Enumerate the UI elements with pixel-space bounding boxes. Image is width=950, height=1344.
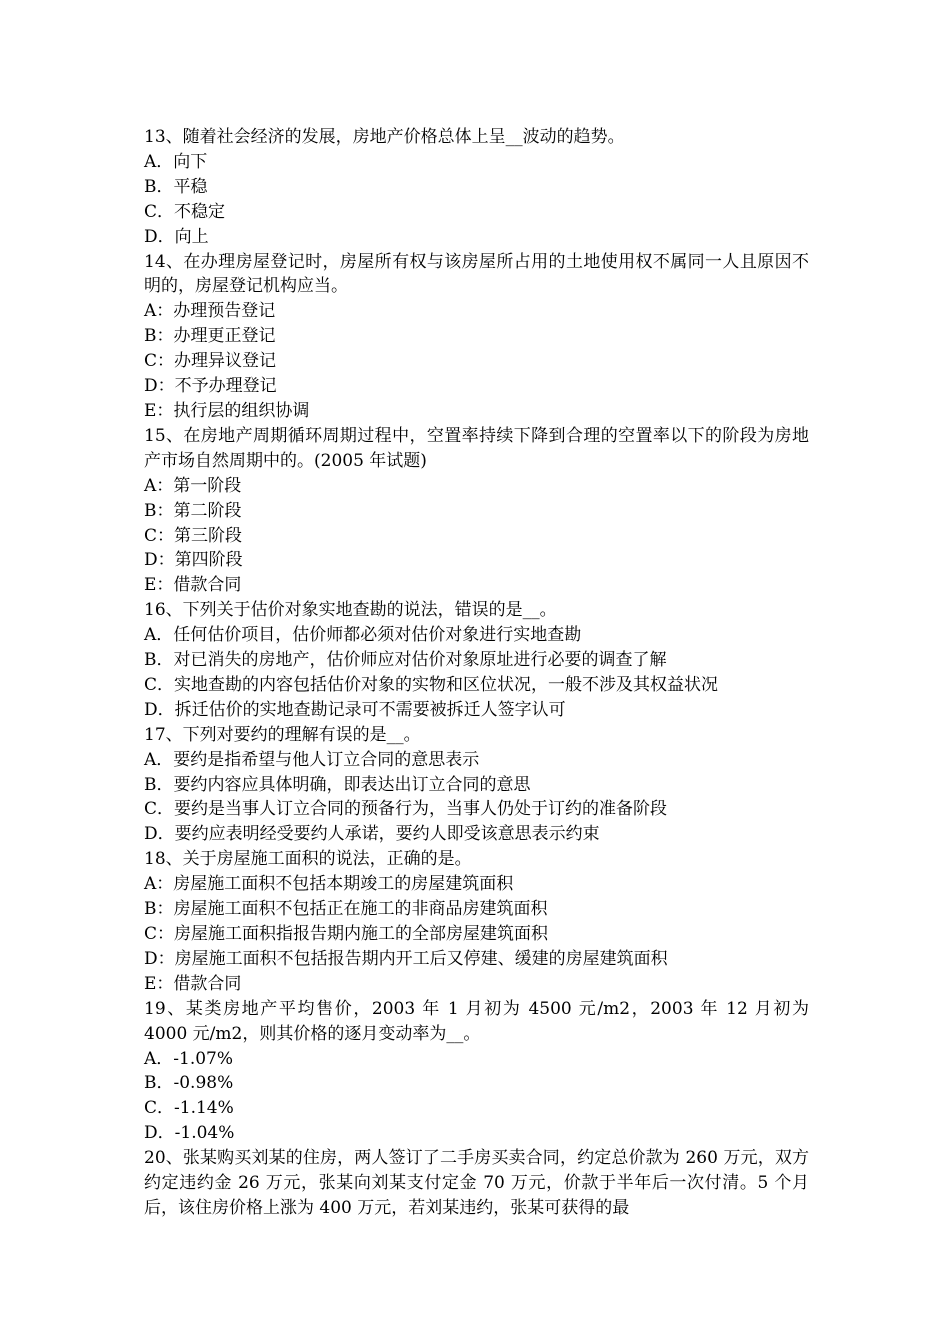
option-d: D．要约应表明经受要约人承诺，要约人即受该意思表示约束 [144, 824, 600, 845]
question-14 [144, 250, 809, 424]
question-stem: 18、关于房屋施工面积的说法，正确的是。 [144, 849, 472, 870]
option-c: C：第三阶段 [144, 525, 243, 546]
question-stem: 14、在办理房屋登记时，房屋所有权与该房屋所占用的土地使用权不属同一人且原因不明的，房屋登记机构应当。 [144, 251, 809, 297]
question-18 [144, 847, 809, 996]
question-15 [144, 424, 809, 598]
option-a: A．任何估价项目，估价师都必须对估价对象进行实地查勘 [144, 625, 582, 646]
option-d: D．向上 [144, 226, 209, 247]
question-list [144, 125, 809, 1221]
option-d: D：不予办理登记 [144, 376, 277, 397]
option-a: A．-1.07% [144, 1048, 234, 1069]
option-b: B：房屋施工面积不包括正在施工的非商品房建筑面积 [144, 899, 548, 920]
option-b: B．对已消失的房地产，估价师应对估价对象原址进行必要的调查了解 [144, 650, 667, 671]
option-c: C．实地查勘的内容包括估价对象的实物和区位状况，一般不涉及其权益状况 [144, 674, 719, 695]
option-c: C．不稳定 [144, 201, 226, 222]
option-e: E：借款合同 [144, 575, 242, 596]
question-stem: 15、在房地产周期循环周期过程中，空置率持续下降到合理的空置率以下的阶段为房地产市场自然周期中的。(2005 年试题) [144, 425, 809, 471]
option-b: B．平稳 [144, 176, 208, 197]
option-a: A．向下 [144, 151, 208, 172]
option-a: A：第一阶段 [144, 475, 242, 496]
question-17 [144, 723, 809, 848]
option-d: D．-1.04% [144, 1123, 235, 1144]
option-a: A．要约是指希望与他人订立合同的意思表示 [144, 749, 480, 770]
option-b: B．要约内容应具体明确，即表达出订立合同的意思 [144, 774, 531, 795]
option-d: D：房屋施工面积不包括报告期内开工后又停建、缓建的房屋建筑面积 [144, 948, 668, 969]
question-stem: 17、下列对要约的理解有误的是__。 [144, 724, 421, 745]
question-13 [144, 125, 809, 250]
option-a: A：房屋施工面积不包括本期竣工的房屋建筑面积 [144, 874, 514, 895]
option-e: E：执行层的组织协调 [144, 400, 310, 421]
question-20 [144, 1146, 809, 1221]
question-stem: 16、下列关于估价对象实地查勘的说法，错误的是__。 [144, 600, 557, 621]
option-b: B．-0.98% [144, 1073, 234, 1094]
question-16 [144, 598, 809, 723]
question-19 [144, 997, 809, 1146]
option-c: C：房屋施工面积指报告期内施工的全部房屋建筑面积 [144, 924, 549, 944]
option-b: B：办理更正登记 [144, 326, 276, 347]
option-c: C．-1.14% [144, 1098, 234, 1119]
option-d: D：第四阶段 [144, 550, 243, 571]
question-stem: 19、某类房地产平均售价，2003 年 1 月初为 4500 元/m2，2003 年 12 月初为 4000 元/m2，则其价格的逐月变动率为__。 [144, 998, 809, 1044]
option-c: C．要约是当事人订立合同的预备行为，当事人仍处于订约的准备阶段 [144, 799, 668, 820]
option-e: E：借款合同 [144, 973, 242, 994]
option-a: A：办理预告登记 [144, 301, 276, 322]
option-c: C：办理异议登记 [144, 351, 277, 372]
question-stem: 13、随着社会经济的发展，房地产价格总体上呈__波动的趋势。 [144, 127, 625, 147]
question-stem: 20、张某购买刘某的住房，两人签订了二手房买卖合同，约定总价款为 260 万元，双方约定违约金 26 万元，张某向刘某支付定金 70 万元，价款于半年后一次付清。5 个月后，该住房价格上涨为 400 万元，若刘某违约，张某可获得的最 [144, 1148, 809, 1218]
option-b: B：第二阶段 [144, 500, 242, 521]
option-d: D．拆迁估价的实地查勘记录可不需要被拆迁人签字认可 [144, 699, 566, 720]
